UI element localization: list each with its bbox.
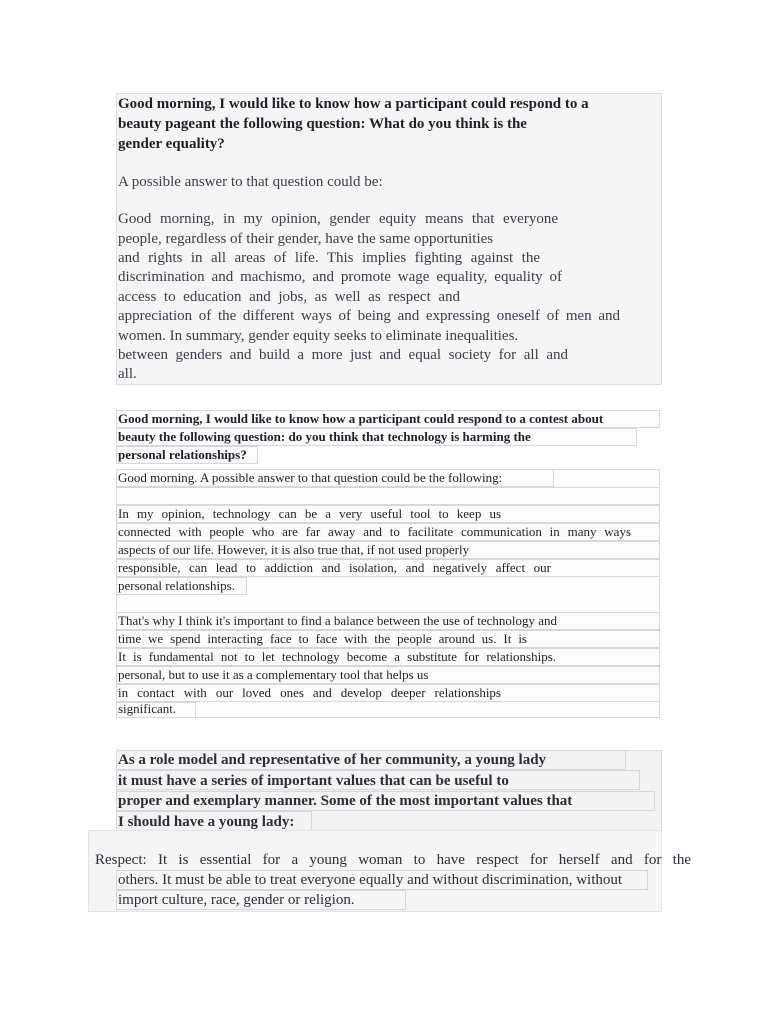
answer-intro: Good morning. A possible answer to that question could be the following: bbox=[118, 470, 503, 485]
answer-intro: A possible answer to that question could be: bbox=[118, 174, 383, 190]
answer-line: access to education and jobs, as well as respect and bbox=[118, 289, 460, 305]
answer-line: between genders and build a more just and equal society for all and bbox=[118, 347, 568, 363]
values-intro-line: it must have a series of important values that can be useful to bbox=[118, 773, 509, 789]
question-line: Good morning, I would like to know how a participant could respond to a bbox=[118, 96, 589, 112]
question-line: personal relationships? bbox=[118, 447, 247, 462]
question-line: gender equality? bbox=[118, 136, 225, 152]
answer-line: personal, but to use it as a complementary tool that helps us bbox=[118, 667, 429, 682]
answer-line: personal relationships. bbox=[118, 578, 235, 593]
values-intro-line: As a role model and representative of her community, a young lady bbox=[118, 752, 547, 768]
answer-line: It is fundamental not to let technology become a substitute for relationships. bbox=[118, 649, 556, 664]
respect-line: Respect: It is essential for a young woman to have respect for herself and for the bbox=[95, 852, 691, 868]
question-line: beauty pageant the following question: What do you think is the bbox=[118, 116, 527, 132]
answer-line: connected with people who are far away and to facilitate communication in many ways bbox=[118, 524, 631, 539]
question-line: beauty the following question: do you think that technology is harming the bbox=[118, 429, 531, 444]
answer-line: appreciation of the different ways of being and expressing oneself of men and bbox=[118, 308, 620, 324]
question-line: Good morning, I would like to know how a participant could respond to a contest about bbox=[118, 411, 604, 426]
values-intro-line: I should have a young lady: bbox=[118, 814, 295, 830]
answer-line: In my opinion, technology can be a very useful tool to keep us bbox=[118, 506, 501, 521]
answer-line: in contact with our loved ones and develop deeper relationships bbox=[118, 685, 501, 700]
gender-equality-card bbox=[116, 93, 662, 385]
answer-line: and rights in all areas of life. This implies fighting against the bbox=[118, 250, 540, 266]
table-row bbox=[116, 487, 660, 505]
answer-line: significant. bbox=[118, 701, 177, 716]
answer-line: Good morning, in my opinion, gender equity means that everyone bbox=[118, 211, 558, 227]
respect-line: import culture, race, gender or religion. bbox=[118, 892, 355, 908]
values-intro-line: proper and exemplary manner. Some of the most important values that bbox=[118, 793, 573, 809]
answer-line: discrimination and machismo, and promote wage equality, equality of bbox=[118, 269, 562, 285]
answer-line: responsible, can lead to addiction and isolation, and negatively affect our bbox=[118, 560, 551, 575]
answer-line: That's why I think it's important to find a balance between the use of technology and bbox=[118, 613, 557, 628]
answer-line: people, regardless of their gender, have the same opportunities bbox=[118, 231, 494, 247]
answer-line: all. bbox=[118, 366, 137, 382]
answer-line: time we spend interacting face to face with the people around us. It is bbox=[118, 631, 527, 646]
answer-line: aspects of our life. However, it is also true that, if not used properly bbox=[118, 542, 470, 557]
respect-line: others. It must be able to treat everyone equally and without discrimination, without bbox=[118, 872, 623, 888]
answer-line: women. In summary, gender equity seeks to eliminate inequalities. bbox=[118, 328, 519, 344]
